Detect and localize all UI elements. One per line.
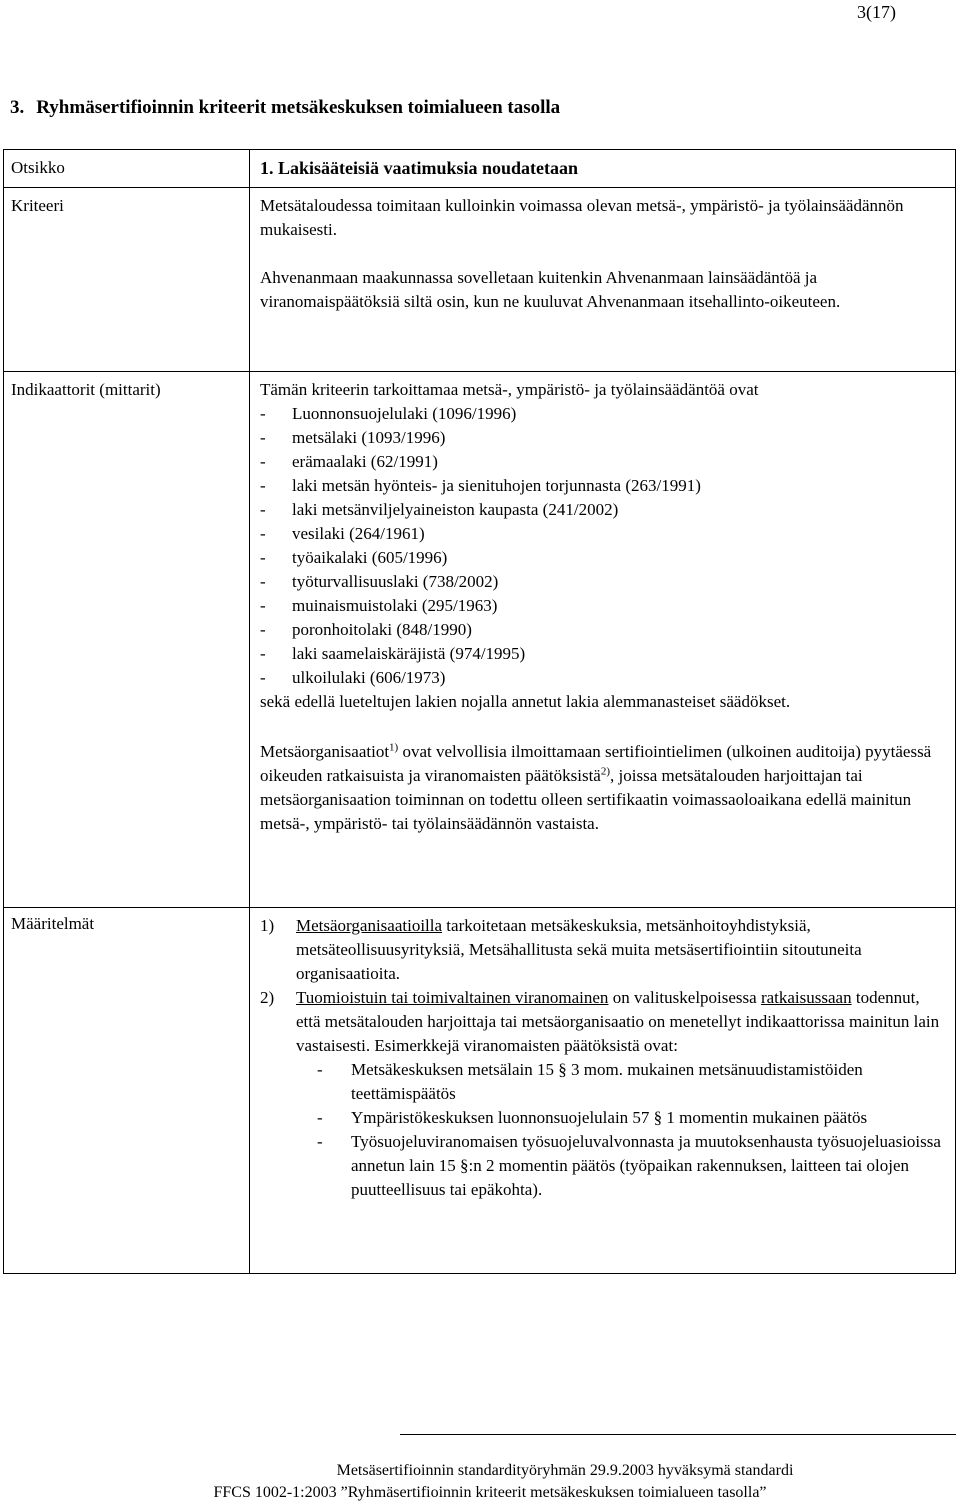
- indicator-intro: Tämän kriteerin tarkoittamaa metsä-, ympäristö- ja työlainsäädäntöä ovat: [260, 380, 759, 399]
- kriteeri-paragraph-2: Ahvenanmaan maakunnassa sovelletaan kuitenkin Ahvenanmaan lainsäädäntöä ja viranomaispäätöksiä siltä osin, kun ne kuuluvat Ahvenanmaan itsehallinto-oikeuteen.: [260, 268, 841, 311]
- otsikko-value: 1. Lakisääteisiä vaatimuksia noudatetaan: [250, 150, 956, 188]
- indikaattorit-value: [250, 372, 956, 908]
- definition-1: 1) Metsäorganisaatioilla tarkoitetaan metsäkeskuksia, metsänhoitoyhdistyksiä, metsäteollisuusyrityksiä, Metsähallitusta sekä muita metsäsertifiointiin sitoutuneita organisaatioita.: [260, 916, 862, 983]
- footer-line-2: FFCS 1002-1:2003 ”Ryhmäsertifioinnin kriteerit metsäkeskuksen toimialueen tasolla”: [213, 1484, 767, 1501]
- law-item: - poronhoitolaki (848/1990): [260, 620, 472, 639]
- definition-2: 2) Tuomioistuin tai toimivaltainen viranomainen on valituskelpoisessa ratkaisussaan todennut, että metsätalouden harjoittaja tai metsäorganisaatio on menetellyt indikaattorissa mainitun lain vastaisesti. Esimerkkejä viranomaisten päätöksistä ovat:: [260, 988, 940, 1055]
- footer-line-1: Metsäsertifioinnin standardityöryhmän 29.9.2003 hyväksymä standardi: [336, 1462, 794, 1479]
- law-item: - laki saamelaiskäräjistä (974/1995): [260, 644, 526, 663]
- otsikko-row: [4, 150, 956, 188]
- kriteeri-row: [4, 188, 956, 372]
- section-number: 3.: [10, 97, 25, 118]
- maaritelmat-value: [250, 908, 956, 1274]
- law-item: - muinaismuistolaki (295/1963): [260, 596, 498, 615]
- law-item: - laki metsänviljelyaineiston kaupasta (241/2002): [260, 500, 619, 519]
- section-heading: [10, 96, 560, 120]
- indikaattorit-label: Indikaattorit (mittarit): [4, 372, 250, 908]
- law-item: - työturvallisuuslaki (738/2002): [260, 572, 499, 591]
- law-item: - laki metsän hyönteis- ja sienituhojen torjunnasta (263/1991): [260, 476, 701, 495]
- indicator-paragraph-2: Metsäorganisaatiot$^{1)}$ ovat velvollisia ilmoittamaan sertifiointielimen (ulkoinen auditoija) pyytäessä oikeuden ratkaisuista ja viranomaisten päätöksistä$^{2)}$, joissa metsätalouden harjoittajan tai metsäorganisaation toiminnan on todettu olleen sertifikaatin voimassaoloaikana edellä mainitun metsä-, ympäristö- tai työlainsäädännön vastaista.: [260, 741, 932, 833]
- criteria-table: [3, 149, 956, 1274]
- law-item: - Luonnonsuojelulaki (1096/1996): [260, 404, 517, 423]
- law-item: - työaikalaki (605/1996): [260, 548, 448, 567]
- definition-term: ratkaisussaan: [760, 988, 852, 1007]
- maaritelmat-label: Määritelmät: [4, 908, 250, 1274]
- maaritelmat-row: [4, 908, 956, 1274]
- example-item: - Metsäkeskuksen metsälain 15 § 3 mom. mukainen metsänuudistamistöiden teettämispäätös: [317, 1060, 863, 1103]
- law-item: - metsälaki (1093/1996): [260, 428, 446, 447]
- kriteeri-label: Kriteeri: [4, 188, 250, 372]
- law-item: - ulkoilulaki (606/1973): [260, 668, 446, 687]
- example-item: - Ympäristökeskuksen luonnonsuojelulain 57 § 1 momentin mukainen päätös: [317, 1108, 868, 1127]
- law-list: [260, 402, 945, 690]
- section-title: Ryhmäsertifioinnin kriteerit metsäkeskuksen toimialueen tasolla: [36, 97, 561, 118]
- footnote-ref-1: 1): [389, 741, 399, 754]
- indicator-outro: sekä edellä lueteltujen lakien nojalla annetut lakia alemmanasteiset säädökset.: [260, 692, 791, 711]
- kriteeri-value: [250, 188, 956, 372]
- otsikko-label: Otsikko: [4, 150, 250, 188]
- page-number: 3(17): [857, 2, 896, 22]
- law-item: - erämaalaki (62/1991): [260, 452, 438, 471]
- definition-term: Tuomioistuin tai toimivaltainen viranomainen: [296, 988, 609, 1007]
- kriteeri-paragraph-1: Metsätaloudessa toimitaan kulloinkin voimassa olevan metsä-, ympäristö- ja työlainsäädännön mukaisesti.: [260, 196, 904, 239]
- law-item: - vesilaki (264/1961): [260, 524, 425, 543]
- indikaattorit-row: [4, 372, 956, 908]
- footer-rule: [400, 1434, 956, 1435]
- example-item: - Työsuojeluviranomaisen työsuojeluvalvonnasta ja muutoksenhausta työsuojeluasioissa annetun lain 15 §:n 2 momentin päätös (työpaikan rakennuksen, laitteen tai olojen puutteellisuus tai epäkohta).: [317, 1132, 941, 1199]
- footnote-ref-2: 2): [600, 765, 611, 778]
- definition-term: Metsäorganisaatioilla: [296, 916, 443, 935]
